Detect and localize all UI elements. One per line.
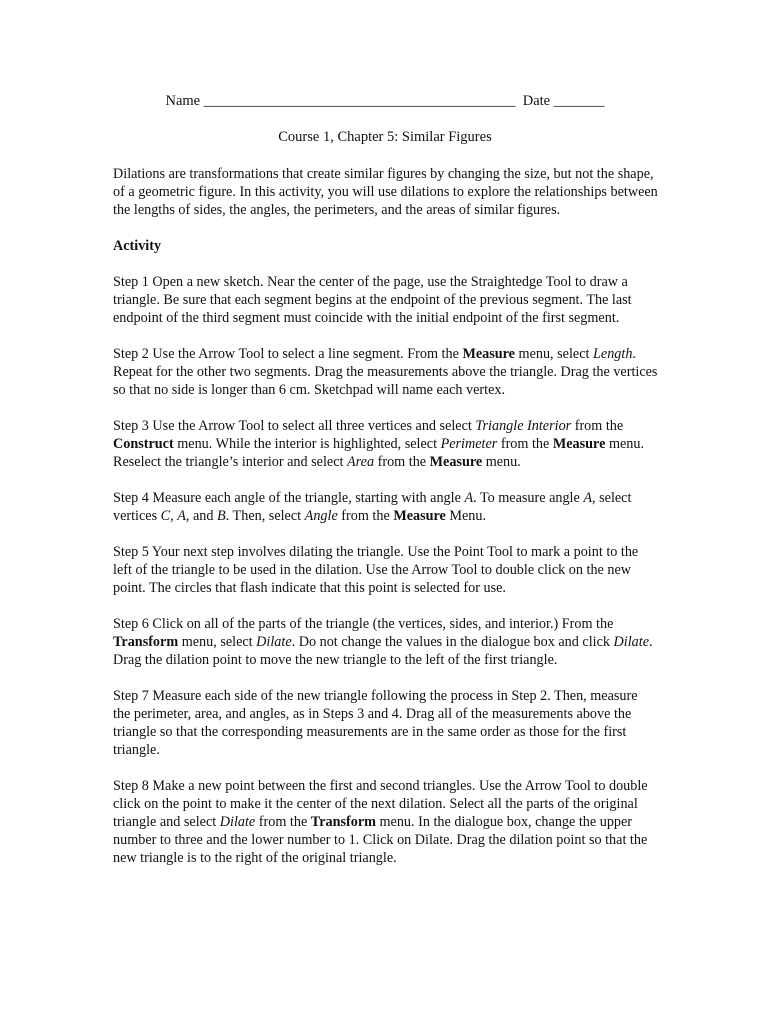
date-label: Date	[522, 93, 551, 109]
emphasis-text: Dilate	[613, 634, 649, 650]
date-blank: _______	[553, 93, 605, 109]
step-text: . Repeat for the other two segments. Drag the measurements above the triangle. Drag the vertices so that no side is longer than 6 cm. Sketchpad will name each vertex.	[113, 346, 658, 398]
intro-paragraph: Dilations are transformations that create similar figures by changing the size, but not the shape, of a geometric figure. In this activity, you will use dilations to explore the relationships between the lengths of sides, the angles, the perimeters, and the areas of similar figures.	[113, 166, 658, 218]
step-paragraph	[113, 417, 658, 471]
step-paragraph	[113, 273, 658, 327]
emphasis-text: A	[464, 490, 474, 506]
emphasis-text: Dilate	[219, 814, 256, 830]
steps-list	[113, 273, 658, 867]
step-text: Your next step involves dilating the triangle. Use the Point Tool to mark a point to the left of the triangle to be used in the dilation. Use the Arrow Tool to double click on the new point. The circles that flash indicate that this point is selected for use.	[113, 544, 639, 596]
step-text: . Then, select	[225, 508, 305, 524]
step-text: , and	[185, 508, 218, 524]
step-text: . Drag the dilation point to move the new triangle to the left of the first triangle.	[113, 634, 653, 668]
emphasis-text: A	[583, 490, 593, 506]
step-text: menu. Reselect the triangle’s interior and select	[113, 436, 645, 470]
menu-name-text: Construct	[113, 436, 174, 452]
step-text: Menu.	[445, 508, 487, 524]
step-text: Measure each angle of the triangle, starting with angle	[152, 490, 465, 506]
emphasis-text: Length	[593, 346, 633, 362]
name-blank: ___________________________________________	[203, 93, 516, 109]
step-text: Use the Arrow Tool to select all three vertices and select	[152, 418, 476, 434]
step-text: . Do not change the values in the dialogue box and click	[291, 634, 614, 650]
step-label: Step 2	[113, 346, 149, 362]
step-text: menu, select	[178, 634, 257, 650]
menu-name-text: Transform	[113, 634, 179, 650]
step-paragraph	[113, 489, 658, 525]
emphasis-text: C	[160, 508, 171, 524]
step-paragraph	[113, 615, 658, 669]
name-label: Name	[165, 93, 201, 109]
step-text: menu.	[482, 454, 521, 470]
emphasis-text: Triangle Interior	[475, 418, 572, 434]
page-title: Course 1, Chapter 5: Similar Figures	[278, 129, 492, 145]
step-paragraph	[113, 345, 658, 399]
step-text: from the	[571, 418, 624, 434]
name-date-line	[0, 93, 770, 110]
step-text: from the	[497, 436, 553, 452]
step-label: Step 8	[113, 778, 149, 794]
step-label: Step 3	[113, 418, 149, 434]
step-label: Step 7	[113, 688, 149, 704]
step-paragraph	[113, 687, 658, 759]
menu-name-text: Measure	[393, 508, 446, 524]
document-body	[113, 165, 658, 885]
emphasis-text: Dilate	[256, 634, 292, 650]
step-label: Step 1	[113, 274, 149, 290]
menu-name-text: Transform	[310, 814, 376, 830]
step-text: Measure each side of the new triangle following the process in Step 2. Then, measure the perimeter, area, and angles, as in Steps 3 and 4. Drag all of the measurements above the triangle so that the corresponding measurements are in the same order as those for the first triangle.	[113, 688, 638, 758]
step-text: . To measure angle	[473, 490, 584, 506]
step-text: Make a new point between the first and second triangles. Use the Arrow Tool to double click on the point to make it the center of the next dilation. Select all the parts of the original triangle and select	[113, 778, 648, 830]
step-text: from the	[337, 508, 394, 524]
emphasis-text: Area	[347, 454, 375, 470]
step-text: menu. In the dialogue box, change the upper number to three and the lower number to 1. Click on Dilate. Drag the dilation point so that the new triangle is to the right of the original triangle.	[113, 814, 648, 866]
step-text: Open a new sketch. Near the center of the page, use the Straightedge Tool to draw a triangle. Be sure that each segment begins at the endpoint of the previous segment. The last endpoint of the third segment must coincide with the initial endpoint of the first segment.	[113, 274, 632, 326]
step-label: Step 5	[113, 544, 149, 560]
step-text: menu, select	[514, 346, 593, 362]
step-label: Step 6	[113, 616, 149, 632]
menu-name-text: Measure	[552, 436, 606, 452]
activity-heading: Activity	[113, 238, 162, 254]
emphasis-text: A	[177, 508, 186, 524]
step-paragraph	[113, 777, 658, 867]
emphasis-text: Perimeter	[440, 436, 498, 452]
step-text: , select vertices	[113, 490, 632, 524]
step-text: menu. While the interior is highlighted, select	[173, 436, 441, 452]
step-label: Step 4	[113, 490, 149, 506]
step-text: from the	[374, 454, 430, 470]
emphasis-text: Angle	[304, 508, 338, 524]
menu-name-text: Measure	[462, 346, 515, 362]
step-paragraph	[113, 543, 658, 597]
emphasis-text: B	[217, 508, 226, 524]
menu-name-text: Measure	[429, 454, 483, 470]
step-text: from the	[255, 814, 311, 830]
step-text: Use the Arrow Tool to select a line segment. From the	[152, 346, 463, 362]
step-text: Click on all of the parts of the triangle (the vertices, sides, and interior.) From the	[152, 616, 614, 632]
step-text: ,	[170, 508, 178, 524]
